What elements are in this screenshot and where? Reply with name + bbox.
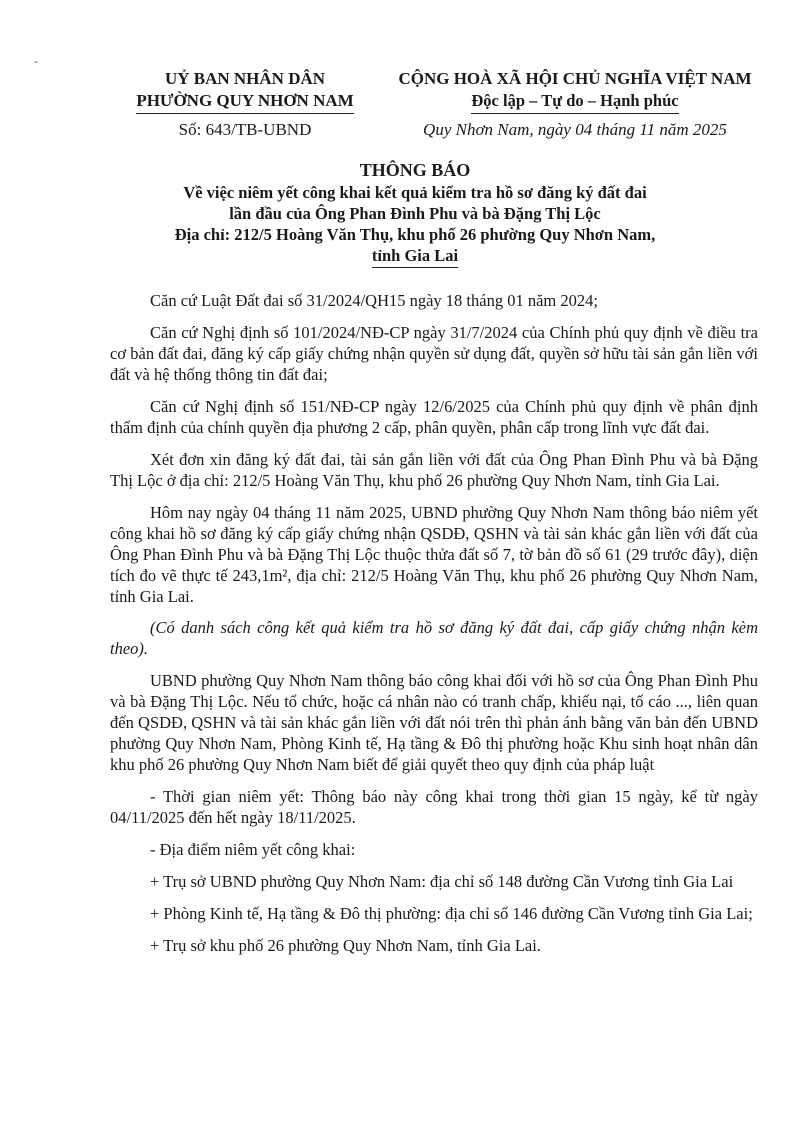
national-motto [380,68,770,114]
org-line-1: UỶ BAN NHÂN DÂN [164,69,326,88]
title-main: THÔNG BÁO [359,160,471,180]
document-body [110,290,758,967]
title-line-1: Về việc niêm yết công khai kết quả kiểm tra hồ sơ đăng ký đất đai [183,183,647,202]
paragraph-announcement: Hôm nay ngày 04 tháng 11 năm 2025, UBND phường Quy Nhơn Nam thông báo niêm yết công khai hồ sơ đăng ký cấp giấy chứng nhận QSDĐ, QSHN và tài sản khác gắn liền với đất của Ông Phan Đình Phu và bà Đặng Thị Lộc thuộc thửa đất số 7, tờ bản đồ số 61 (29 trước đây), diện tích đo vẽ thực tế 243,1m², địa chỉ: 212/5 Hoàng Văn Thụ, khu phố 26 phường Quy Nhơn Nam, tỉnh Gia Lai. [110,503,758,606]
paragraph-complaints: UBND phường Quy Nhơn Nam thông báo công khai đối với hồ sơ của Ông Phan Đình Phu và bà Đặng Thị Lộc. Nếu tổ chức, hoặc cá nhân nào có tranh chấp, khiếu nại, tố cáo ..., liên quan đến QSDĐ, QSHN và tài sản khác gắn liền với đất nói trên thì phản ánh bằng văn bản đến UBND phường Quy Nhơn Nam, Phòng Kinh tế, Hạ tầng & Đô thị phường hoặc Khu sinh hoạt nhân dân khu phố 26 phường Quy Nhơn Nam biết để giải quyết theo quy định của pháp luật [110,671,758,774]
paragraph-application: Xét đơn xin đăng ký đất đai, tài sản gắn liền với đất của Ông Phan Đình Phu và bà Đặng Thị Lộc ở địa chỉ: 212/5 Hoàng Văn Thụ, khu phố 26 phường Quy Nhơn Nam, tỉnh Gia Lai. [110,450,758,490]
paragraph-posting-period: - Thời gian niêm yết: Thông báo này công khai trong thời gian 15 ngày, kể từ ngày 04/11/2025 đến hết ngày 18/11/2025. [110,787,758,827]
paragraph-attachment-note: (Có danh sách công kết quả kiểm tra hồ sơ đăng ký đất đai, cấp giấy chứng nhận kèm theo). [110,618,758,658]
paragraph-location-2: + Phòng Kinh tế, Hạ tầng & Đô thị phường: địa chỉ số 146 đường Cần Vương tỉnh Gia Lai; [150,904,753,923]
title-line-2: lần đầu của Ông Phan Đình Phu và bà Đặng Thị Lộc [229,204,601,223]
title-line-4: tỉnh Gia Lai [372,245,458,268]
paragraph-posting-locations: - Địa điểm niêm yết công khai: [150,840,356,859]
issuing-authority [110,68,380,114]
org-line-2: PHƯỜNG QUY NHƠN NAM [136,90,353,114]
paragraph-location-3: + Trụ sở khu phố 26 phường Quy Nhơn Nam, tỉnh Gia Lai. [150,936,541,955]
document-title [95,158,735,268]
paragraph-legal-basis-3: Căn cứ Nghị định số 151/NĐ-CP ngày 12/6/2025 của Chính phủ quy định về phân định thẩm định của chính quyền địa phương 2 cấp, phân quyền, phân cấp trong lĩnh vực đất đai. [110,397,758,437]
document-number: Số: 643/TB-UBND [178,120,312,139]
nation-line-2: Độc lập – Tự do – Hạnh phúc [471,90,678,114]
document-date: Quy Nhơn Nam, ngày 04 tháng 11 năm 2025 [423,120,727,139]
paragraph-legal-basis-1: Căn cứ Luật Đất đai số 31/2024/QH15 ngày 18 tháng 01 năm 2024; [150,291,598,310]
stray-mark: - [34,54,38,68]
paragraph-location-1: + Trụ sở UBND phường Quy Nhơn Nam: địa chỉ số 148 đường Cần Vương tỉnh Gia Lai [150,872,734,891]
title-line-3: Địa chỉ: 212/5 Hoàng Văn Thụ, khu phố 26 phường Quy Nhơn Nam, [174,225,656,244]
paragraph-legal-basis-2: Căn cứ Nghị định số 101/2024/NĐ-CP ngày 31/7/2024 của Chính phủ quy định về điều tra cơ bản đất đai, đăng ký cấp giấy chứng nhận quyền sử dụng đất, quyền sở hữu tài sản gắn liền với đất và hệ thống thông tin đất đai; [110,323,758,384]
nation-line-1: CỘNG HOÀ XÃ HỘI CHỦ NGHĨA VIỆT NAM [398,69,752,88]
